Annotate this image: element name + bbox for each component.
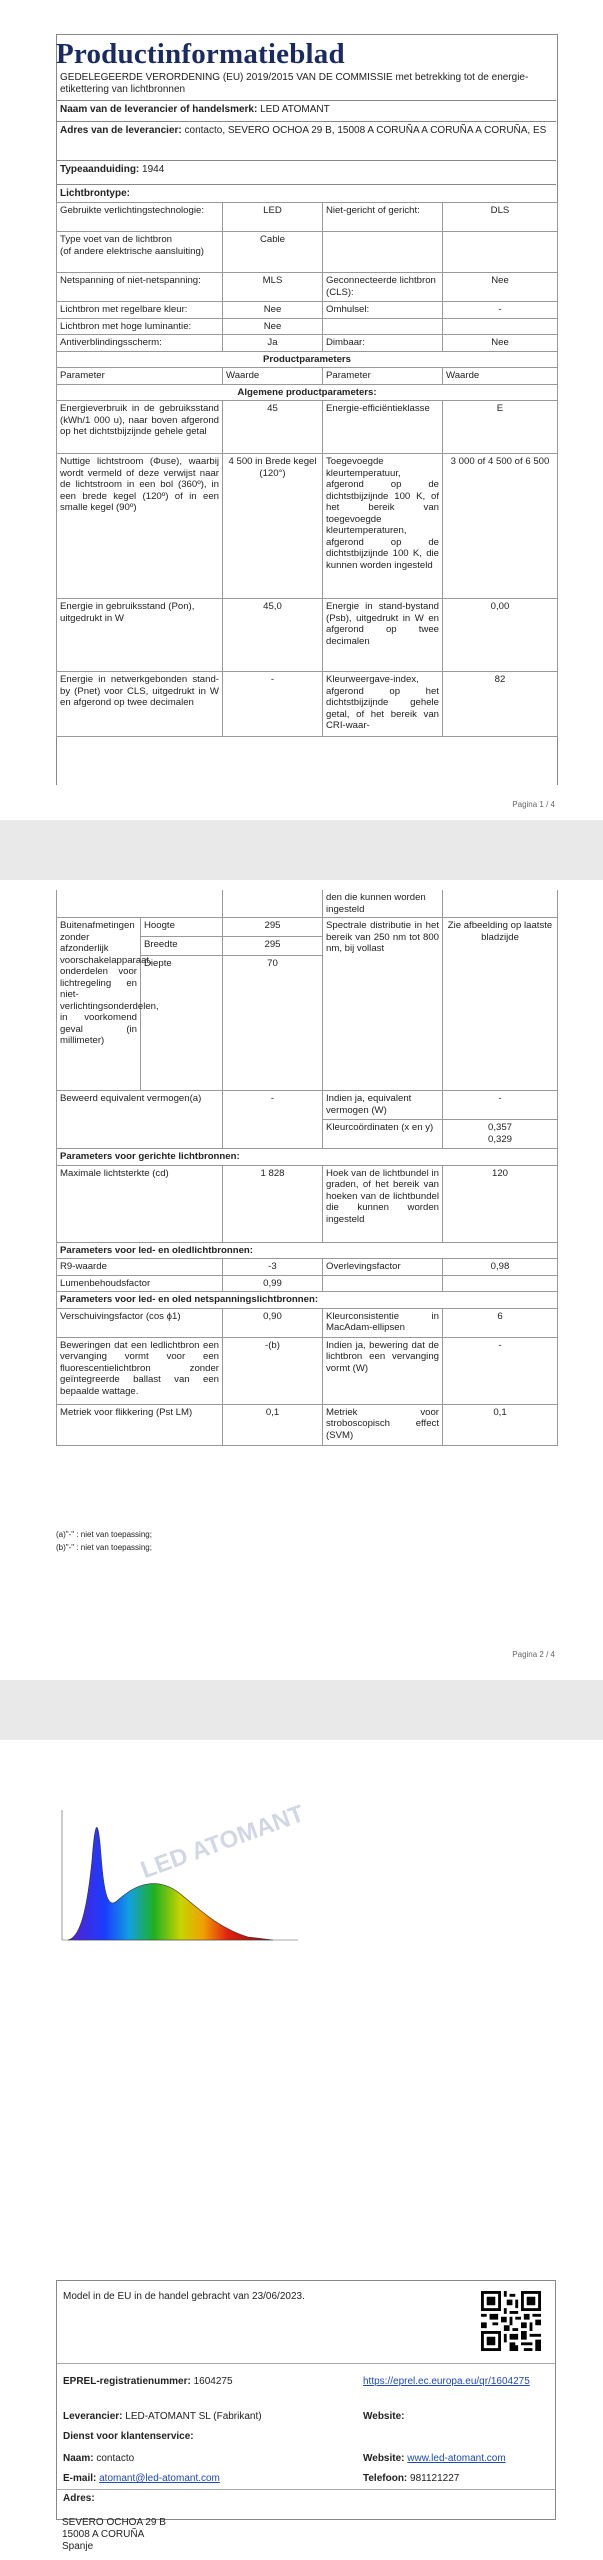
- empty-cell: [323, 1275, 443, 1292]
- param-label: Lichtbron met hoge luminantie:: [57, 318, 223, 335]
- dim-name: Diepte: [141, 956, 223, 1091]
- param-label: Antiverblindingsscherm:: [57, 335, 223, 352]
- param-value: Nee: [443, 273, 558, 302]
- table-row: [57, 1337, 558, 1404]
- service-header: [63, 2431, 194, 2442]
- table-row: [57, 368, 558, 385]
- param-label-text: Energie in gebruiksstand (Pon), uitgedrukt in W: [60, 601, 195, 624]
- supplier-line: [63, 2411, 262, 2422]
- param-value: 3 000 of 4 500 of 6 500: [443, 454, 558, 599]
- empty-cell: [443, 890, 558, 918]
- param-label: Dimbaar:: [323, 335, 443, 352]
- param-label: Netspanning of niet-netspanning:: [57, 273, 223, 302]
- table-row: [57, 232, 558, 273]
- param-label: [57, 1091, 223, 1149]
- spd-label: Spectrale distributie in het bereik van 250 nm tot 800 nm, bij vollast: [323, 918, 443, 1091]
- table-row: [57, 1165, 558, 1242]
- qr-code-icon: [481, 2291, 541, 2351]
- website-label: Website:: [363, 2411, 405, 2422]
- supplier-name-label: Naam van de leverancier of handelsmerk:: [60, 104, 258, 115]
- param-value: 0,1: [443, 1404, 558, 1445]
- address-line: Spanje: [62, 2541, 94, 2552]
- param-label: Indien ja, bewering dat de lichtbron een vervanging vormt (W): [323, 1337, 443, 1404]
- table-row: [57, 1292, 558, 1309]
- param-value: -(b): [223, 1337, 323, 1404]
- param-label: Nuttige lichtstroom (Φuse), waarbij wordt vermeld of deze verwijst naar de lichtstroom in een bol (360º), in een brede kegel (120º) of in een smalle kegel (90º): [57, 454, 223, 599]
- type-table: [56, 202, 558, 737]
- spd-value: Zie afbeelding op laatste bladzijde: [443, 918, 558, 1091]
- phone-value: 981121227: [410, 2473, 460, 2484]
- col-header: Parameter: [57, 368, 223, 385]
- param-label: [323, 318, 443, 335]
- param-label: Energie in stand-bystand (Psb), uitgedrukt in W en afgerond op twee decimalen: [323, 599, 443, 672]
- table-row: [57, 318, 558, 335]
- param-value: DLS: [443, 203, 558, 232]
- param-value: 0,1: [223, 1404, 323, 1445]
- col-header: Parameter: [323, 368, 443, 385]
- param-label: Type voet van de lichtbron (of andere elektrische aansluiting): [57, 232, 223, 273]
- document-title: Productinformatieblad: [56, 38, 345, 70]
- email-line: [63, 2473, 220, 2484]
- dims-label: Buitenafmetingen zonder afzonderlijk voorschakelapparaat, onderdelen voor lichtregeling en niet-verlichtingsonderdelen, in voorkomend geval (in millimeter): [57, 918, 141, 1091]
- param-value: 82: [443, 672, 558, 737]
- param-label: Overlevingsfactor: [323, 1259, 443, 1276]
- table-row: [57, 351, 558, 368]
- param-value: 0,357 0,329: [443, 1120, 558, 1149]
- param-label: den die kunnen worden ingesteld: [323, 890, 443, 918]
- page-2: [0, 880, 603, 1680]
- general-header: Algemene productparameters:: [57, 384, 558, 401]
- footnote-a: (a)"-" : niet van toepassing;: [56, 1530, 152, 1539]
- param-value: 0,00: [443, 599, 558, 672]
- table-row: [57, 1404, 558, 1445]
- table-row: [57, 1091, 558, 1120]
- empty-cell: [57, 890, 223, 918]
- param-value: 120: [443, 1165, 558, 1242]
- param-label: Toegevoegde kleurtemperatuur, afgerond op de dichtstbijzijnde 100 K, of het bereik van toegevoegde kleurtemperaturen, afgerond op de dichtstbijzijnde 100 K, die kunnen worden ingesteld: [323, 454, 443, 599]
- contact-name-label: Naam:: [63, 2453, 94, 2464]
- dim-value: 295: [223, 937, 323, 956]
- table-row: [57, 1259, 558, 1276]
- contact-name-line: [63, 2453, 134, 2464]
- param-value: -: [223, 1091, 323, 1149]
- param-label: [323, 232, 443, 273]
- param-value: Nee: [443, 335, 558, 352]
- param-label: Metriek voor stroboscopisch effect (SVM): [323, 1404, 443, 1445]
- param-value: E: [443, 401, 558, 454]
- param-value: -: [223, 672, 323, 737]
- param-label: Geconnecteerde lichtbron (CLS):: [323, 273, 443, 302]
- param-value: 0,98: [443, 1259, 558, 1276]
- table-row: [57, 302, 558, 319]
- param-label: [57, 599, 223, 672]
- divider: [57, 2363, 555, 2364]
- supplier-label: Leverancier:: [63, 2411, 123, 2422]
- page-3: [0, 1740, 603, 2560]
- service-header-label: Dienst voor klantenservice:: [63, 2431, 194, 2442]
- address-label: Adres:: [63, 2493, 95, 2504]
- website2-line: [363, 2453, 506, 2464]
- param-label: Omhulsel:: [323, 302, 443, 319]
- table-row: [57, 335, 558, 352]
- footnote-b: (b)"-" : niet van toepassing;: [56, 1543, 152, 1552]
- param-value: Cable: [223, 232, 323, 273]
- supplier-name-line: [56, 100, 556, 119]
- param-label: Energie-efficiëntieklasse: [323, 401, 443, 454]
- col-header: Waarde: [223, 368, 323, 385]
- param-label: Kleurcoördinaten (x en y): [323, 1120, 443, 1149]
- params-header: Productparameters: [57, 351, 558, 368]
- param-label: Hoek van de lichtbundel in graden, of het bereik van hoeken van de lichtbundel die kunnen worden ingesteld: [323, 1165, 443, 1242]
- params-table-cont: [56, 890, 558, 1446]
- param-label: Kleurweergave-index, afgerond op het dichtstbijzijnde gehele getal, of het bereik van CRI-waar-: [323, 672, 443, 737]
- param-value: [443, 232, 558, 273]
- email-link[interactable]: atomant@led-atomant.com: [99, 2473, 220, 2484]
- dim-value: 295: [223, 918, 323, 937]
- address-block: [63, 2493, 95, 2505]
- placed-on-market: Model in de EU in de handel gebracht van 23/06/2023.: [63, 2291, 305, 2302]
- phone-line: [363, 2473, 459, 2484]
- supplier-address-label: Adres van de leverancier:: [60, 125, 182, 136]
- param-label: R9-waarde: [57, 1259, 223, 1276]
- param-label: Maximale lichtsterkte (cd): [57, 1165, 223, 1242]
- table-row: [57, 1149, 558, 1166]
- address-lines: [62, 2517, 166, 2553]
- param-value: MLS: [223, 273, 323, 302]
- supplier-value: LED-ATOMANT SL (Fabrikant): [125, 2411, 262, 2422]
- param-value: 4 500 in Brede kegel (120°): [223, 454, 323, 599]
- table-row: [57, 1275, 558, 1292]
- eprel-label: EPREL-registratienummer:: [63, 2376, 191, 2387]
- table-row: [57, 401, 558, 454]
- table-row: [57, 1308, 558, 1337]
- param-value: Nee: [223, 318, 323, 335]
- table-row: [57, 273, 558, 302]
- param-label: Energie in netwerkgebonden stand-by (Pnet) voor CLS, uitgedrukt in W en afgerond op twee decimalen: [57, 672, 223, 737]
- type-section-header: [56, 184, 556, 203]
- eprel-value: 1604275: [193, 2376, 233, 2387]
- footnotes: [56, 1528, 152, 1554]
- watermark-text: LED ATOMANT: [137, 1800, 308, 1885]
- param-value: 45,0: [223, 599, 323, 672]
- dim-name: Hoogte: [141, 918, 223, 937]
- mains-header: Parameters voor led- en oled netspanningslichtbronnen:: [57, 1292, 558, 1309]
- page-1: [0, 0, 603, 820]
- supplier-address-line: [56, 121, 556, 159]
- param-value: 1 828: [223, 1165, 323, 1242]
- param-value: 6: [443, 1308, 558, 1337]
- param-value: 45: [223, 401, 323, 454]
- param-value: 0,99: [223, 1275, 323, 1292]
- dim-name: Breedte: [141, 937, 223, 956]
- param-label: Lumenbehoudsfactor: [57, 1275, 223, 1292]
- table-row: [57, 599, 558, 672]
- page-number: Pagina 2 / 4: [512, 1650, 555, 1659]
- eprel-link[interactable]: https://eprel.ec.europa.eu/qr/1604275: [363, 2376, 530, 2387]
- website2-label: Website:: [363, 2453, 405, 2464]
- param-value: [443, 318, 558, 335]
- param-label: Energieverbruik in de gebruiksstand (kWh/1 000 u), naar boven afgerond op het dichtstbijzijnde gehele getal: [57, 401, 223, 454]
- address-line: 15008 A CORUÑA: [62, 2529, 145, 2540]
- type-section-label: Lichtbrontype:: [60, 188, 130, 199]
- divider: [57, 2489, 555, 2490]
- directional-header: Parameters voor gerichte lichtbronnen:: [57, 1149, 558, 1166]
- contact-name-value: contacto: [96, 2453, 135, 2464]
- website-link[interactable]: www.led-atomant.com: [407, 2453, 506, 2464]
- param-value: -3: [223, 1259, 323, 1276]
- empty-cell: [223, 890, 323, 918]
- equiv-label: Beweerd equivalent vermogen(a): [60, 1093, 202, 1104]
- table-row: [57, 1242, 558, 1259]
- supplier-name-value: LED ATOMANT: [260, 104, 330, 115]
- dim-value: 70: [223, 956, 323, 1091]
- table-row: [57, 918, 558, 937]
- table-row: [57, 384, 558, 401]
- param-label: Indien ja, equivalent vermogen (W): [323, 1091, 443, 1120]
- regulation-text: GEDELEGEERDE VERORDENING (EU) 2019/2015 VAN DE COMMISSIE met betrekking tot de energie-etikettering van lichtbronnen: [60, 72, 529, 95]
- website-line: [363, 2411, 405, 2422]
- eu-info-box: [56, 2280, 556, 2520]
- table-row: [57, 454, 558, 599]
- table-row: [57, 890, 558, 918]
- param-value: Ja: [223, 335, 323, 352]
- param-label: Beweringen dat een ledlichtbron een vervanging vormt voor een fluorescentielichtbron zonder geïntegreerde ballast van een bepaalde wattage.: [57, 1337, 223, 1404]
- param-label: Lichtbron met regelbare kleur:: [57, 302, 223, 319]
- table-row: [57, 203, 558, 232]
- led-header: Parameters voor led- en oledlichtbronnen:: [57, 1242, 558, 1259]
- supplier-address-value: contacto, SEVERO OCHOA 29 B, 15008 A CORUÑA A CORUÑA A CORUÑA, ES: [184, 125, 547, 136]
- param-value: LED: [223, 203, 323, 232]
- address-line: SEVERO OCHOA 29 B: [62, 2517, 166, 2528]
- param-label: Gebruikte verlichtingstechnologie:: [57, 203, 223, 232]
- param-value: Nee: [223, 302, 323, 319]
- param-value: 0,90: [223, 1308, 323, 1337]
- eprel-line: [63, 2376, 233, 2387]
- model-label: Typeaanduiding:: [60, 164, 140, 175]
- email-label: E-mail:: [63, 2473, 97, 2484]
- param-label: Metriek voor flikkering (Pst LM): [57, 1404, 223, 1445]
- model-value: 1944: [142, 164, 165, 175]
- param-label: Verschuivingsfactor (cos ϕ1): [57, 1308, 223, 1337]
- param-value: -: [443, 302, 558, 319]
- param-value: -: [443, 1337, 558, 1404]
- col-header: Waarde: [443, 368, 558, 385]
- spectral-distribution-image: [48, 1800, 308, 1950]
- param-label: Niet-gericht of gericht:: [323, 203, 443, 232]
- model-line: [56, 160, 556, 179]
- empty-cell: [443, 1275, 558, 1292]
- page-number: Pagina 1 / 4: [512, 800, 555, 809]
- param-value: -: [443, 1091, 558, 1120]
- param-label: Kleurconsistentie in MacAdam-ellipsen: [323, 1308, 443, 1337]
- table-row: [57, 672, 558, 737]
- phone-label: Telefoon:: [363, 2473, 408, 2484]
